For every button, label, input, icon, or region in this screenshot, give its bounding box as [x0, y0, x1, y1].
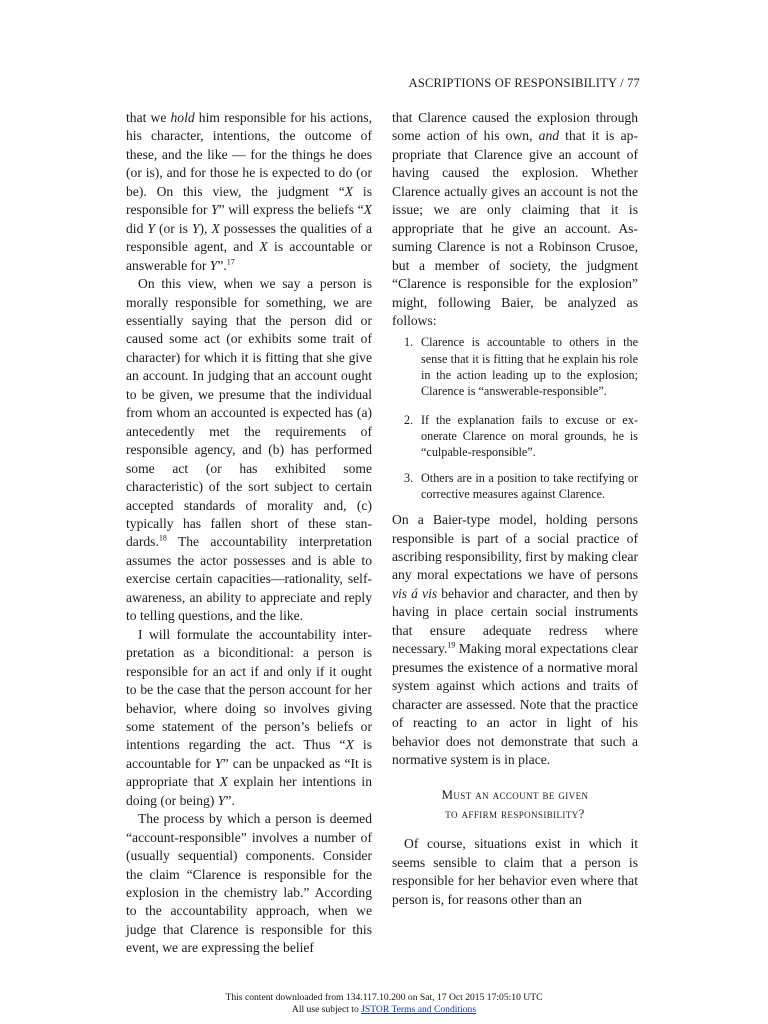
- footnote-ref-17: 17: [226, 257, 235, 267]
- list-item: 3. Others are in a position to take rectifying or corrective measures against Clarence.: [404, 470, 638, 501]
- jstor-terms-link[interactable]: JSTOR Terms and Conditions: [361, 1004, 477, 1015]
- list-item: 1. Clarence is accountable to others in the sense that it is fitting that he explain his role in the action leading up to the explosion; Clarence is “answerable-responsible”.: [404, 335, 638, 399]
- right-column: [392, 109, 638, 909]
- right-paragraph-3: Of course, situations exist in which it seems sensible to claim that a person is responsible for her behavior even where that person is, for reasons other than an: [392, 836, 638, 907]
- footer-terms-line: All use subject to JSTOR Terms and Conditions: [291, 1004, 477, 1015]
- left-paragraph-1: that we hold him responsible for his actions, his character, intentions, the outcome of these, and the like — for the things he does (or is), and for those he is expected to do (or be). On this view, the judgment “X is responsible for Y” will express the beliefs “X did Y (or is Y), X possesses the qualities of a responsible agent, and X is accountable or answerable for Y”.$^{17}$: [126, 110, 373, 273]
- left-column: [126, 109, 372, 958]
- footer-download-line: This content downloaded from 134.117.10.200 on Sat, 17 Oct 2015 17:05:10 UTC: [225, 992, 543, 1003]
- list-item: 2. If the explanation fails to excuse or exonerate Clarence on moral grounds, he is “culpable-responsible”.: [404, 412, 638, 460]
- footnote-ref-19: 19: [447, 640, 456, 650]
- running-head: ASCRIPTIONS OF RESPONSIBILITY / 77: [408, 76, 640, 90]
- footnote-ref-18: 18: [158, 533, 167, 543]
- left-paragraph-2: On this view, when we say a person is morally responsible for something, we are essentially saying that the person did or caused some act (or exhibits some trait of character) for which it is fitting that she give an account. In judging that an account ought to be given, we presume that the individual from whom an accounted is expected has (a) antecedently met the requirements of responsible agency, and (b) has performed some act (or has exhibited some characteristic) of the sort subject to certain accepted standards of morality and, (c) typically has fallen short of these standards.$^{18}$ The accountability interpretation assumes the actor possesses and is able to exercise certain capacities—rationality, self-awareness, an ability to appreciate and reply to telling questions, and the like.: [126, 276, 372, 624]
- left-paragraph-3: I will formulate the accountability interpretation as a biconditional: a person is responsible for an act if and only if it ought to be the case that the person account for her behavior, where doing so involves giving some statement of the person’s beliefs or intentions regarding the act. Thus “X is accountable for Y” can be unpacked as “It is appropriate that X explain her intentions in doing (or being) Y”.: [126, 626, 372, 808]
- numbered-list: [392, 334, 638, 502]
- left-paragraph-4: The process by which a person is deemed “account-responsible” involves a number of (usually sequential) components. Consider the claim “Clarence is responsible for the explosion in the chemistry lab.” According to the accountability approach, when we judge that Clarence is responsible for this event, we are expressing the belief: [126, 811, 372, 956]
- right-paragraph-2: On a Baier-type model, holding persons responsible is part of a social practice of ascribing responsibility, first by making clear any moral expectations we have of persons vis á vis behavior and character, and then by having in place certain social instruments that ensure adequate redress where necessary.$^{19}$ Making moral expectations clear presumes the existence of a normative moral system against which actions and traits of character are assessed. Note that the practice of reacting to an actor in light of his behavior does not demonstrate that such a normative system is in place.: [392, 512, 639, 767]
- download-footer: [0, 992, 768, 1016]
- right-paragraph-1: that Clarence caused the explosion through some action of his own, and that it is appropriate that Clarence give an account of having caused the explosion. Whether Clarence actually gives an account is not the issue; we are only claiming that it is appropriate that he give an account. Assuming Clarence is not a Robinson Crusoe, but a member of society, the judgment “Clarence is responsible for the explosion” might, following Baier, be analyzed as follows:: [392, 110, 638, 328]
- section-heading: Must an account be given to affirm responsibility?: [441, 788, 589, 822]
